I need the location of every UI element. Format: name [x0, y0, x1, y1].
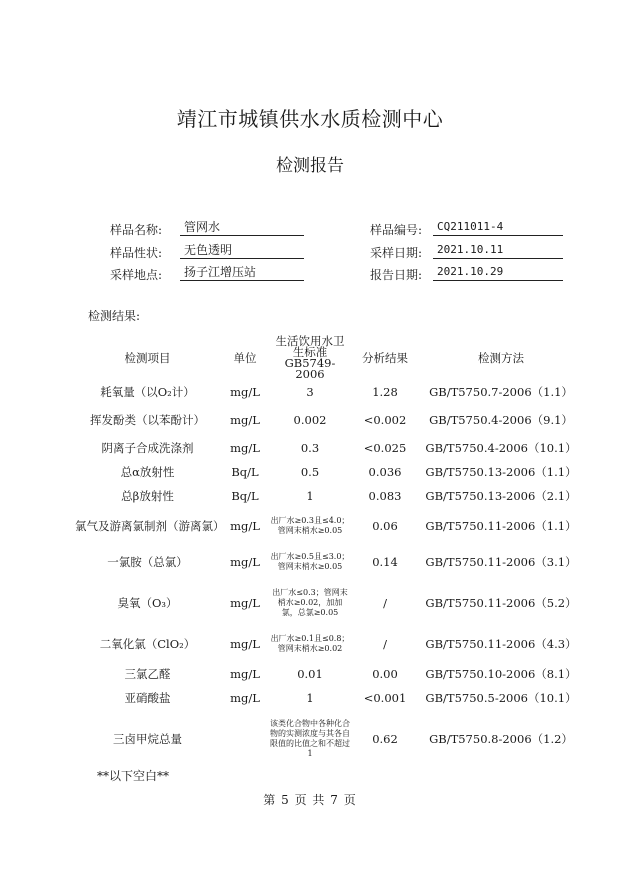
page-total: 7 — [330, 793, 339, 807]
cell-item: 三卤甲烷总量 — [113, 731, 182, 746]
header-unit: 单位 — [233, 351, 257, 365]
cell-unit: mg/L — [230, 519, 260, 533]
sample-date-value: 2021.10.11 — [433, 242, 563, 259]
cell-result: 0.14 — [372, 555, 398, 569]
page-number — [0, 791, 620, 808]
cell-unit: Bq/L — [231, 465, 259, 479]
cell-method: GB/T5750.7-2006（1.1） — [429, 385, 573, 399]
cell-item: 臭氧（O₃） — [117, 595, 178, 610]
org-name: 靖江市城镇供水水质检测中心 — [176, 107, 444, 131]
cell-result: / — [383, 596, 387, 610]
cell-method: GB/T5750.13-2006（2.1） — [425, 489, 577, 503]
cell-standard: 1 — [306, 489, 314, 503]
cell-unit: mg/L — [230, 596, 260, 610]
sample-char-label: 样品性状: — [110, 246, 163, 260]
cell-standard: 出厂水≥0.1且≤0.8；管网末梢水≥0.02 — [270, 634, 350, 653]
cell-unit: Bq/L — [231, 489, 259, 503]
table-row — [75, 710, 582, 768]
cell-result: <0.025 — [363, 441, 407, 455]
cell-unit: mg/L — [230, 555, 260, 569]
cell-method: GB/T5750.4-2006（9.1） — [429, 413, 573, 427]
sample-name-value: 管网水 — [180, 219, 304, 236]
report-title: 检测报告 — [276, 156, 344, 176]
cell-result: 0.083 — [368, 489, 402, 503]
cell-result: 0.62 — [372, 732, 398, 746]
table-row — [75, 686, 582, 710]
header-item: 检测项目 — [124, 351, 171, 365]
cell-unit — [220, 710, 270, 768]
report-date-value: 2021.10.29 — [433, 264, 563, 281]
sample-char-value: 无色透明 — [180, 242, 304, 259]
table-header-row — [75, 336, 582, 380]
table-row — [75, 580, 582, 626]
table-row — [75, 544, 582, 580]
sample-no-value: CQ211011-4 — [433, 219, 563, 236]
table-row — [75, 380, 582, 404]
cell-result: <0.002 — [363, 413, 407, 427]
sample-name-label: 样品名称: — [110, 223, 163, 237]
table-row — [75, 436, 582, 460]
cell-result: / — [383, 637, 387, 651]
table-row — [75, 662, 582, 686]
cell-item: 二氧化氯（ClO₂） — [99, 636, 196, 651]
cell-unit: mg/L — [230, 385, 260, 399]
cell-standard: 1 — [306, 691, 314, 705]
report-date-label: 报告日期: — [370, 268, 423, 282]
cell-standard: 该类化合物中各种化合物的实测浓度与其各自限值的比值之和不超过1 — [270, 719, 350, 758]
cell-method: GB/T5750.11-2006（3.1） — [425, 555, 577, 569]
page-mid: 页 共 — [294, 793, 326, 807]
results-label: 检测结果: — [88, 309, 141, 323]
cell-item: 总α放射性 — [120, 464, 175, 479]
header-result: 分析结果 — [362, 351, 408, 365]
end-note: **以下空白** — [97, 769, 170, 783]
cell-standard: 0.3 — [300, 441, 320, 455]
cell-item: 耗氧量（以O₂计） — [100, 384, 195, 399]
table-row — [75, 626, 582, 662]
sample-date-label: 采样日期: — [370, 246, 423, 260]
cell-method: GB/T5750.10-2006（8.1） — [425, 667, 577, 681]
cell-method: GB/T5750.5-2006（10.1） — [425, 691, 577, 705]
page-suffix: 页 — [343, 793, 357, 807]
cell-item: 氯气及游离氯制剂（游离氯） — [75, 518, 225, 533]
header-method: 检测方法 — [478, 351, 524, 365]
page-current: 5 — [281, 793, 290, 807]
cell-standard: 出厂水≤0.3；管网末梢水≥0.02，加加氯，总氯≥0.05 — [272, 588, 348, 617]
cell-standard: 出厂水≥0.3且≤4.0；管网末梢水≥0.05 — [270, 516, 350, 535]
table-row — [75, 484, 582, 508]
cell-method: GB/T5750.13-2006（1.1） — [425, 465, 577, 479]
cell-result: <0.001 — [363, 691, 407, 705]
cell-method: GB/T5750.4-2006（10.1） — [425, 441, 577, 455]
cell-unit: mg/L — [230, 691, 260, 705]
header-standard: 生活饮用水卫生标准GB5749-2006 — [275, 334, 345, 381]
table-row — [75, 508, 582, 544]
cell-method: GB/T5750.11-2006（1.1） — [425, 519, 577, 533]
sample-site-value: 扬子江增压站 — [180, 264, 304, 281]
cell-standard: 0.002 — [293, 413, 327, 427]
cell-item: 亚硝酸盐 — [124, 690, 171, 705]
cell-result: 0.06 — [372, 519, 398, 533]
cell-item: 一氯胺（总氯） — [107, 554, 188, 569]
page-prefix: 第 — [263, 793, 277, 807]
cell-unit: mg/L — [230, 413, 260, 427]
cell-item: 挥发酚类（以苯酚计） — [90, 412, 205, 427]
table-row — [75, 404, 582, 436]
cell-standard: 0.01 — [297, 667, 323, 681]
sample-site-label: 采样地点: — [110, 268, 163, 282]
cell-item: 总β放射性 — [121, 488, 174, 503]
cell-method: GB/T5750.11-2006（4.3） — [425, 637, 577, 651]
table-row — [75, 460, 582, 484]
sample-no-label: 样品编号: — [370, 223, 423, 237]
cell-standard: 0.5 — [300, 465, 320, 479]
cell-unit: mg/L — [230, 637, 260, 651]
cell-unit: mg/L — [230, 667, 260, 681]
cell-standard: 3 — [306, 385, 314, 399]
results-table — [75, 336, 582, 768]
cell-method: GB/T5750.8-2006（1.2） — [429, 732, 573, 746]
cell-unit: mg/L — [230, 441, 260, 455]
cell-item: 阴离子合成洗涤剂 — [101, 440, 194, 455]
cell-result: 0.036 — [368, 465, 402, 479]
cell-item: 三氯乙醛 — [124, 666, 171, 681]
cell-method: GB/T5750.11-2006（5.2） — [425, 596, 577, 610]
cell-standard: 出厂水≥0.5且≤3.0；管网末梢水≥0.05 — [270, 552, 350, 571]
cell-result: 0.00 — [372, 667, 398, 681]
cell-result: 1.28 — [372, 385, 398, 399]
